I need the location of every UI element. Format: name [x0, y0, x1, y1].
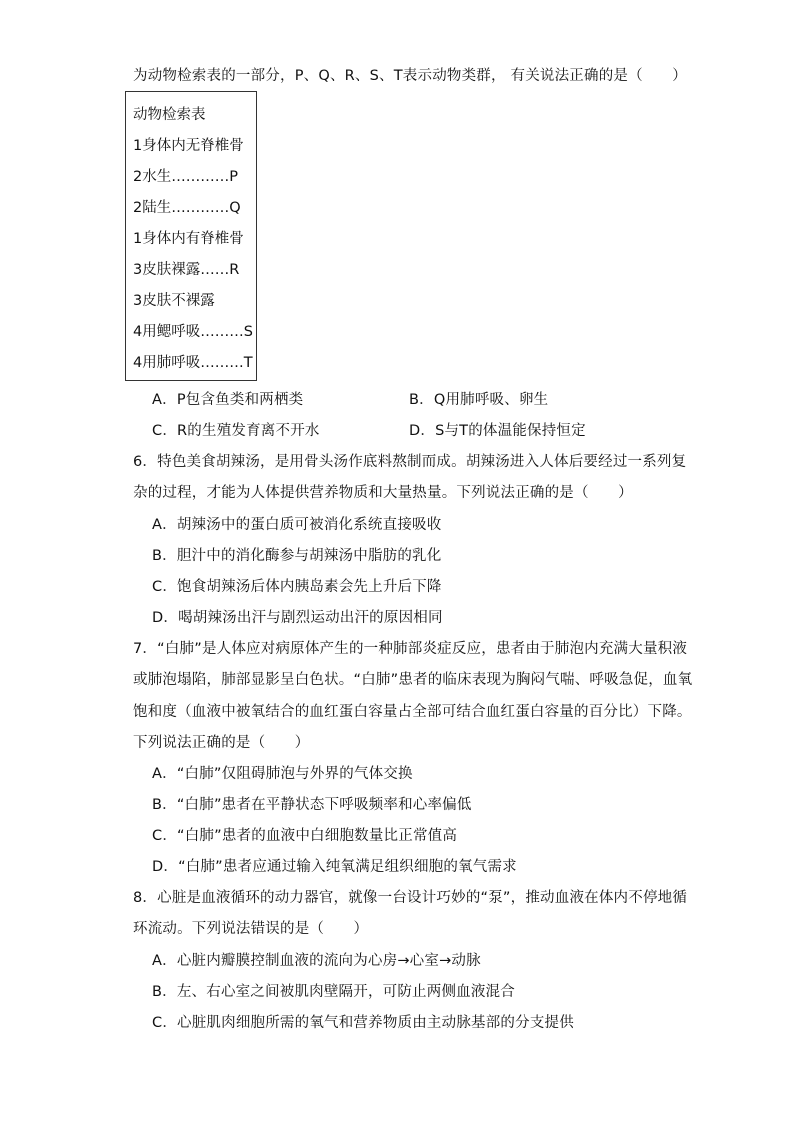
q5-option-d[interactable]: D．S与T的体温能保持恒定 — [409, 423, 586, 439]
key-title: 动物检索表 — [133, 107, 206, 123]
key-line: 2水生…………P — [133, 169, 238, 185]
animal-key-table — [125, 91, 257, 381]
q7-option-b[interactable]: B．“白肺”患者在平静状态下呼吸频率和心率偏低 — [152, 797, 472, 813]
q7-option-a[interactable]: A．“白肺”仅阻碍肺泡与外界的气体交换 — [152, 766, 413, 782]
key-line: 3皮肤不裸露 — [133, 293, 215, 309]
q5-intro: 为动物检索表的一部分，P、Q、R、S、T表示动物类群， 有关说法正确的是（ ） — [133, 68, 687, 84]
q7-option-c[interactable]: C．“白肺”患者的血液中白细胞数量比正常值高 — [152, 828, 458, 844]
q7-stem-line: 下列说法正确的是（ ） — [133, 735, 310, 751]
q6-option-b[interactable]: B．胆汁中的消化酶参与胡辣汤中脂肪的乳化 — [152, 548, 442, 564]
q8-option-a[interactable]: A．心脏内瓣膜控制血液的流向为心房→心室→动脉 — [152, 953, 481, 969]
q5-option-b[interactable]: B．Q用肺呼吸、卵生 — [409, 392, 549, 408]
q7-stem-line: 或肺泡塌陷，肺部显影呈白色状。“白肺”患者的临床表现为胸闷气喘、呼吸急促，血氧 — [133, 672, 693, 688]
q7-option-d[interactable]: D．“白肺”患者应通过输入纯氧满足组织细胞的氧气需求 — [152, 859, 517, 875]
q5-option-a[interactable]: A．P包含鱼类和两栖类 — [152, 392, 304, 408]
q8-option-c[interactable]: C．心脏肌肉细胞所需的氧气和营养物质由主动脉基部的分支提供 — [152, 1015, 574, 1031]
q8-stem-line: 环流动。下列说法错误的是（ ） — [133, 921, 369, 937]
q6-stem-line: 杂的过程，才能为人体提供营养物质和大量热量。下列说法正确的是（ ） — [133, 485, 633, 501]
key-line: 3皮肤裸露……R — [133, 262, 240, 278]
q6-stem-line: 6．特色美食胡辣汤，是用骨头汤作底料熬制而成。胡辣汤进入人体后要经过一系列复 — [133, 454, 687, 470]
key-line: 4用肺呼吸………T — [133, 355, 253, 371]
q8-option-b[interactable]: B．左、右心室之间被肌肉壁隔开，可防止两侧血液混合 — [152, 984, 515, 1000]
q6-option-a[interactable]: A．胡辣汤中的蛋白质可被消化系统直接吸收 — [152, 517, 442, 533]
key-line: 1身体内无脊椎骨 — [133, 138, 244, 154]
key-line: 2陆生…………Q — [133, 200, 241, 216]
key-line: 4用鳃呼吸………S — [133, 324, 253, 340]
q5-option-c[interactable]: C．R的生殖发育离不开水 — [152, 423, 320, 439]
q8-stem-line: 8．心脏是血液循环的动力器官，就像一台设计巧妙的“泵”，推动血液在体内不停地循 — [133, 890, 688, 906]
q6-option-c[interactable]: C．饱食胡辣汤后体内胰岛素会先上升后下降 — [152, 579, 442, 595]
q6-option-d[interactable]: D．喝胡辣汤出汗与剧烈运动出汗的原因相同 — [152, 610, 443, 626]
key-line: 1身体内有脊椎骨 — [133, 231, 244, 247]
q7-stem-line: 饱和度（血液中被氧结合的血红蛋白容量占全部可结合血红蛋白容量的百分比）下降。 — [133, 704, 692, 720]
q7-stem-line: 7．“白肺”是人体应对病原体产生的一种肺部炎症反应，患者由于肺泡内充满大量积液 — [133, 641, 688, 657]
